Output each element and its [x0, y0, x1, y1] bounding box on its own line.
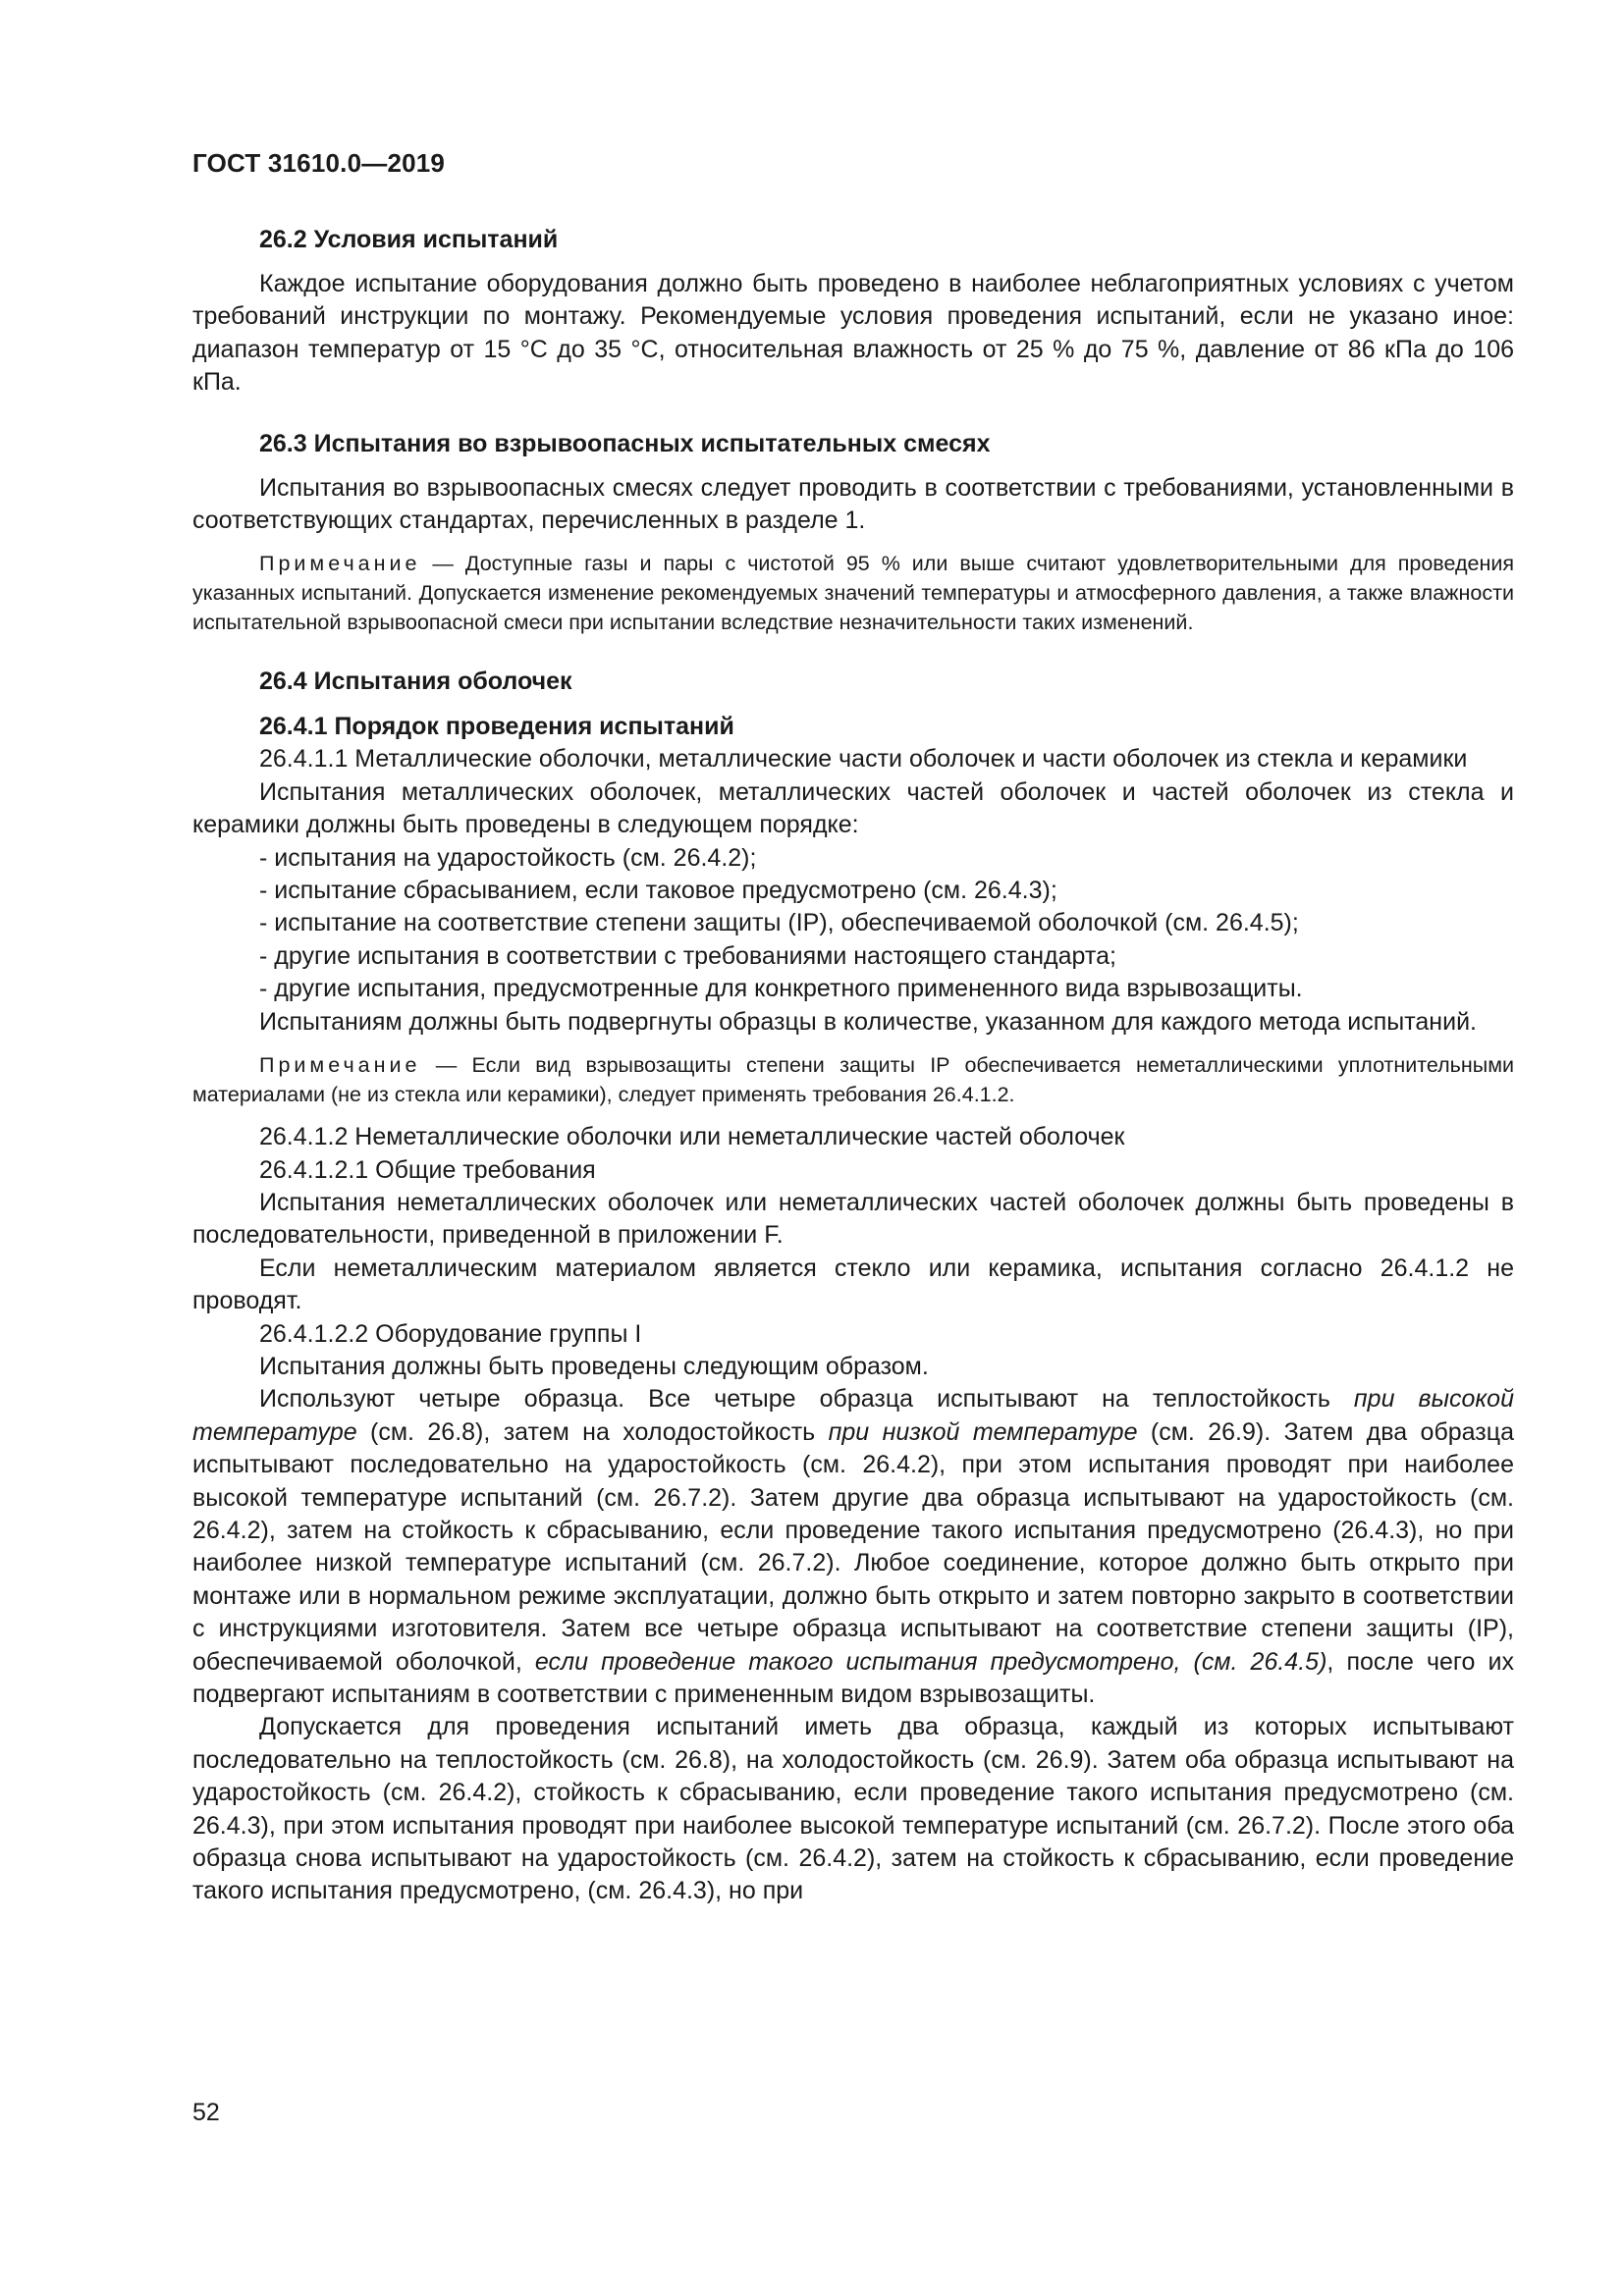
four-samples-paragraph	[192, 1383, 1514, 1711]
tests-paragraph: Испытания должны быть проведены следующим образом.	[259, 1352, 929, 1380]
page-number: 52	[192, 2099, 220, 2126]
text-run: Используют четыре образца. Все четыре образца испытывают на теплостойкость	[259, 1385, 1354, 1414]
section-26-3-note	[192, 549, 1514, 637]
document-id-header: ГОСТ 31610.0—2019	[192, 148, 446, 178]
section-26-3-paragraph: Испытания во взрывоопасных смесях следует проводить в соответствии с требованиями, установленными в соответствующих стандартах, перечисленных в разделе 1.	[192, 473, 1514, 535]
list-item: - другие испытания в соответствии с требованиями настоящего стандарта;	[259, 941, 1116, 970]
nonmetal-paragraph: Испытания неметаллических оболочек или неметаллических частей оболочек должны быть проведены в последовательности, приведенной в приложении F.	[192, 1188, 1514, 1250]
section-26-3-title: 26.3 Испытания во взрывоопасных испытательных смесях	[259, 429, 991, 457]
order-paragraph: Испытания металлических оболочек, металлических частей оболочек и частей оболочек из стекла и керамики должны быть проведены в следующем порядке:	[192, 777, 1514, 839]
note-text: — Доступные газы и пары с чистотой 95 % или выше считают удовлетворительными для проведения указанных испытаний. Допускается изменение рекомендуемых значений температуры и атмосферного давления, а также влажности испытательной взрывоопасной смеси при испытании вследствие незначительности таких изменений.	[192, 552, 1514, 635]
two-samples-paragraph: Допускается для проведения испытаний иметь два образца, каждый из которых испытывают последовательно на теплостойкость (см. 26.8), на холодостойкость (см. 26.9). Затем оба образца испытывают на ударостойкость (см. 26.4.2), стойкость к сбрасыванию, если проведение такого испытания предусмотрено (см. 26.4.3), при этом испытания проводят при наиболее высокой температуре испытаний (см. 26.7.2). После этого оба образца снова испытывают на ударостойкость (см. 26.4.2), затем на стойкость к сбрасыванию, если проведение такого испытания предусмотрено, (см. 26.4.3), но при	[192, 1713, 1514, 1905]
list-item: - другие испытания, предусмотренные для конкретного примененного вида взрывозащиты.	[259, 975, 1303, 1003]
glass-paragraph: Если неметаллическим материалом является стекло или керамика, испытания согласно 26.4.1.2 не проводят.	[192, 1254, 1514, 1315]
note-label: Примечание	[259, 552, 421, 576]
section-26-4-1-1-title: 26.4.1.1 Металлические оболочки, металлические части оболочек и части оболочек из стекла и керамики	[259, 745, 1468, 774]
section-26-4-1-2-title: 26.4.1.2 Неметаллические оболочки или неметаллические частей оболочек	[259, 1123, 1125, 1151]
text-run: (см. 26.9). Затем два образца испытывают последовательно на ударостойкость (см. 26.4.2), при этом испытания проводят при наиболее высокой температуре испытаний (см. 26.7.2). Затем другие два образца испытывают на ударостойкость (см. 26.4.2), затем на стойкость к сбрасыванию, если проведение такого испытания предусмотрено (26.4.3), но при наиболее низкой температуре испытаний (см. 26.7.2). Любое соединение, которое должно быть открыто при монтаже или в нормальном режиме эксплуатации, должно быть открыто и затем повторно закрыто в соответствии с инструкциями изготовителя. Затем все четыре образца испытывают на соответствие степени защиты (IP), обеспечиваемой оболочкой,	[192, 1417, 1514, 1676]
list-item: - испытание сбрасыванием, если таковое предусмотрено (см. 26.4.3);	[259, 877, 1057, 905]
italic-run: при высокой температуре	[192, 1385, 1514, 1446]
italic-run: при низкой температуре	[828, 1417, 1138, 1446]
list-item: - испытание на соответствие степени защиты (IP), обеспечиваемой оболочкой (см. 26.4.5);	[259, 909, 1299, 937]
section-26-2-title: 26.2 Условия испытаний	[259, 226, 559, 253]
section-26-4-1-2-1-title: 26.4.1.2.1 Общие требования	[259, 1155, 596, 1184]
document-body	[192, 223, 1514, 1908]
text-run: , после чего их подвергают испытаниям в соответствии с примененным видом взрывозащиты.	[192, 1647, 1514, 1708]
list-item: - испытания на ударостойкость (см. 26.4.2);	[259, 843, 757, 872]
samples-paragraph: Испытаниям должны быть подвергнуты образцы в количестве, указанном для каждого метода испытаний.	[259, 1007, 1477, 1036]
note-label: Примечание	[259, 1053, 421, 1078]
section-26-4-1-title: 26.4.1 Порядок проведения испытаний	[259, 713, 734, 741]
note-text: — Если вид взрывозащиты степени защиты IP обеспечивается неметаллическими уплотнительными материалами (не из стекла или керамики), следует применять требования 26.4.1.2.	[192, 1053, 1514, 1107]
section-26-4-1-note	[192, 1050, 1514, 1109]
test-order-list	[192, 842, 1514, 1006]
italic-run: если проведение такого испытания предусмотрено, (см. 26.4.5)	[534, 1647, 1327, 1676]
section-26-4-1-2-2-title: 26.4.1.2.2 Оборудование группы I	[259, 1319, 642, 1348]
section-26-2-paragraph: Каждое испытание оборудования должно быть проведено в наиболее неблагоприятных условиях с учетом требований инструкции по монтажу. Рекомендуемые условия проведения испытаний, если не указано иное: диапазон температур от 15 °С до 35 °С, относительная влажность от 25 % до 75 %, давление от 86 кПа до 106 кПа.	[192, 270, 1514, 397]
section-26-4-title: 26.4 Испытания оболочек	[259, 667, 572, 696]
text-run: (см. 26.8), затем на холодостойкость	[356, 1417, 829, 1446]
